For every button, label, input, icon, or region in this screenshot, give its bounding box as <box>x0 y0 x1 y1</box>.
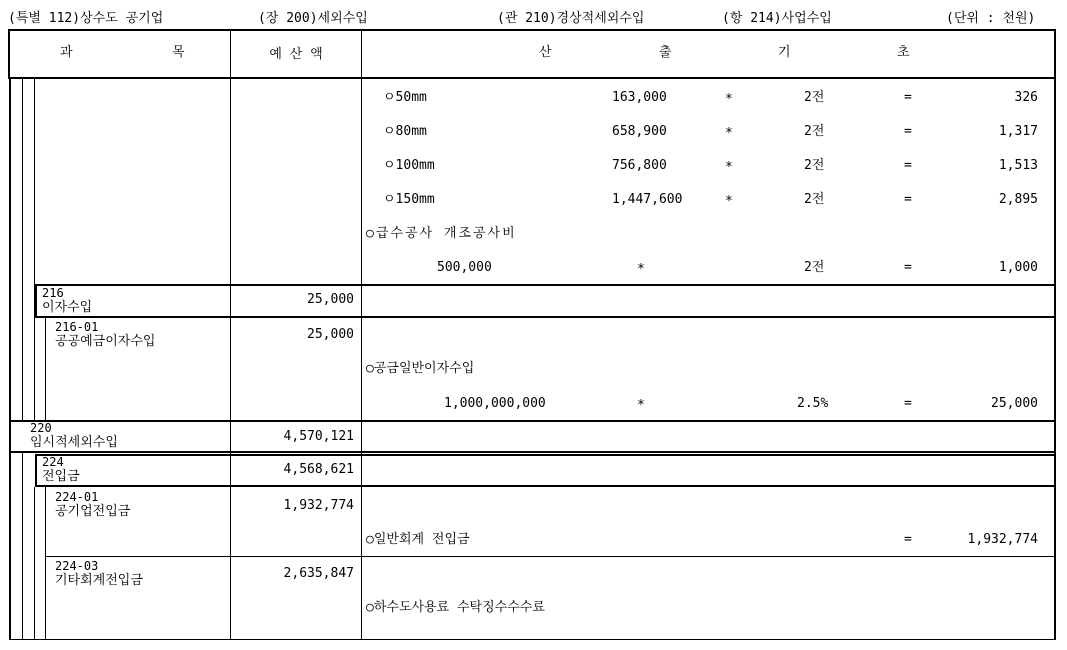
indent-line-1b <box>22 453 23 640</box>
calc-op: * <box>725 160 733 175</box>
section-224-01-code: 224-01 <box>55 490 99 504</box>
header-gwan: (관 210)경상적세외수입 <box>497 11 645 26</box>
section-224-row <box>35 454 1056 487</box>
supply-qty: 2전 <box>804 260 825 275</box>
section-224-03-budget: 2,635,847 <box>283 566 354 581</box>
interest-rate: 2.5% <box>797 396 829 411</box>
supply-op: * <box>637 262 645 277</box>
calc-eq: = <box>904 158 912 173</box>
left-border <box>9 79 11 640</box>
interest-title: ○공금일반이자수입 <box>366 361 475 376</box>
section-216-row <box>35 284 1056 318</box>
header-special: (특별 112)상수도 공기업 <box>8 11 164 26</box>
indent-line-3 <box>45 318 46 421</box>
interest-amount: 1,000,000,000 <box>444 396 546 411</box>
interest-op: * <box>637 398 645 413</box>
row-divider <box>45 556 1055 557</box>
section-220-row <box>9 420 1056 453</box>
calc-eq: = <box>904 192 912 207</box>
calc-amount: 1,447,600 <box>612 192 683 207</box>
header-unit: (단위 : 천원) <box>946 11 1036 26</box>
calc-amount: 756,800 <box>612 158 667 173</box>
header-basis-4: 초 <box>897 45 910 60</box>
calc-op: * <box>725 92 733 107</box>
calc-item: ㅇ100mm <box>383 158 435 173</box>
calc-item: ㅇ80mm <box>383 124 427 139</box>
section-224-01-name: 공기업전입금 <box>55 504 131 519</box>
indent-line-2b <box>34 487 35 640</box>
interest-eq: = <box>904 396 912 411</box>
header-basis-3: 기 <box>778 45 791 60</box>
calc-op: * <box>725 194 733 209</box>
section-224-03-code: 224-03 <box>55 559 99 573</box>
calc-qty: 2전 <box>804 192 825 207</box>
supply-amount: 500,000 <box>437 260 492 275</box>
section-216-01-budget: 25,000 <box>307 327 354 342</box>
header-subject-a: 과 <box>60 45 73 60</box>
supply-result: 1,000 <box>998 260 1038 275</box>
calc-qty: 2전 <box>804 90 825 105</box>
calc-qty: 2전 <box>804 158 825 173</box>
section-216-code: 216 <box>42 286 64 300</box>
header-subject-b: 목 <box>172 45 185 60</box>
indent-line-1 <box>22 79 23 421</box>
supply-title: ○급수공사 개조공사비 <box>366 226 517 241</box>
section-224-03-name: 기타회계전입금 <box>55 573 143 588</box>
section-220-budget: 4,570,121 <box>283 429 354 444</box>
header-basis-2: 출 <box>659 45 672 60</box>
transfer-result: 1,932,774 <box>967 532 1038 547</box>
calc-item: ㅇ50mm <box>383 90 427 105</box>
section-216-name: 이자수입 <box>42 300 93 315</box>
calc-amount: 658,900 <box>612 124 667 139</box>
calc-result: 2,895 <box>998 192 1038 207</box>
header-budget: 예 산 액 <box>269 47 323 62</box>
section-224-name: 전입금 <box>42 469 80 484</box>
divider-budget <box>230 30 231 640</box>
indent-line-2 <box>34 79 35 421</box>
calc-item: ㅇ150mm <box>383 192 435 207</box>
supply-eq: = <box>904 260 912 275</box>
calc-qty: 2전 <box>804 124 825 139</box>
calc-result: 1,317 <box>998 124 1038 139</box>
calc-result: 1,513 <box>998 158 1038 173</box>
section-216-01-code: 216-01 <box>55 320 99 334</box>
interest-result: 25,000 <box>991 396 1038 411</box>
divider-basis <box>361 30 362 640</box>
header-basis-1: 산 <box>539 45 552 60</box>
section-224-01-budget: 1,932,774 <box>283 498 354 513</box>
indent-line-3b <box>45 487 46 640</box>
calc-eq: = <box>904 90 912 105</box>
calc-amount: 163,000 <box>612 90 667 105</box>
calc-eq: = <box>904 124 912 139</box>
section-224-budget: 4,568,621 <box>283 462 354 477</box>
section-220-name: 임시적세외수입 <box>30 435 118 450</box>
section-216-01-name: 공공예금이자수입 <box>55 334 156 349</box>
header-hang: (항 214)사업수입 <box>722 11 832 26</box>
header-jang: (장 200)세외수입 <box>258 11 368 26</box>
section-224-code: 224 <box>42 455 64 469</box>
section-216-budget: 25,000 <box>307 292 354 307</box>
section-220-code: 220 <box>30 421 52 435</box>
bottom-border <box>9 639 1056 640</box>
sewage-title: ○하수도사용료 수탁징수수수료 <box>366 600 545 615</box>
transfer-title: ○일반회계 전입금 <box>366 532 470 547</box>
calc-op: * <box>725 126 733 141</box>
transfer-eq: = <box>904 532 912 547</box>
calc-result: 326 <box>1014 90 1038 105</box>
